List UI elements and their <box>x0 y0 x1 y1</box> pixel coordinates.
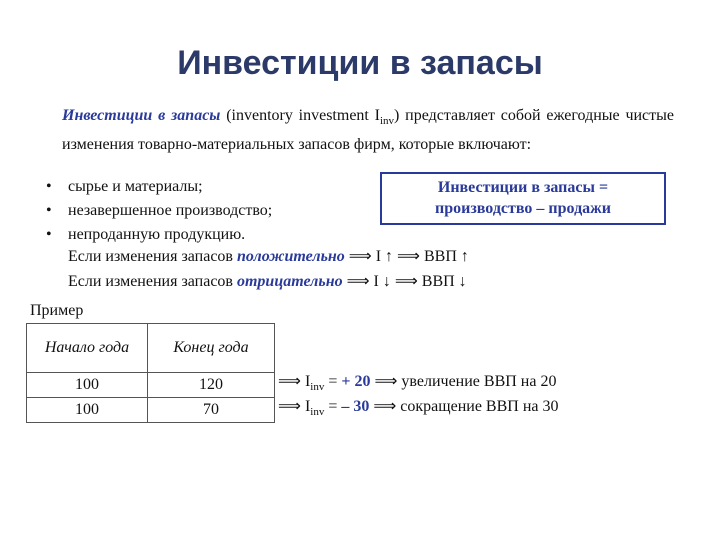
table-cell: 70 <box>148 398 275 423</box>
table-cell: 100 <box>27 398 148 423</box>
formula-line-2: производство – продажи <box>435 200 611 217</box>
table-cell: 120 <box>148 373 275 398</box>
rule-prefix: Если изменения запасов <box>68 248 237 265</box>
bullet-item: • незавершенное производство; <box>46 199 272 223</box>
rule-suffix: ⟹ I ↓ ⟹ ВВП ↓ <box>342 273 467 290</box>
slide-title: Инвестиции в запасы <box>177 44 543 82</box>
result-value: + 20 <box>341 373 371 390</box>
table-header: Начало года <box>27 324 148 373</box>
table-header-row <box>27 324 275 373</box>
example-table <box>26 323 275 423</box>
formula-line-1: Инвестиции в запасы = <box>437 179 609 196</box>
bullet-item: • непроданную продукцию. <box>46 223 272 247</box>
result-arrow: ⟹ I <box>278 398 311 415</box>
rule-positive <box>68 246 469 266</box>
result-sub: inv <box>310 406 325 419</box>
intro-text-2: ) представляет собой ежегодные чистые изменения товарно-материальных запасов фирм, которые включают: <box>62 107 674 154</box>
result-eq: = <box>324 373 342 390</box>
result-arrow-2: ⟹ <box>370 373 402 390</box>
rule-negative <box>68 271 467 291</box>
table-row <box>27 373 275 398</box>
rule-suffix: ⟹ I ↑ ⟹ ВВП ↑ <box>344 248 469 265</box>
rule-prefix: Если изменения запасов <box>68 273 237 290</box>
rule-word: положительно <box>236 248 345 265</box>
result-eq: = <box>324 398 342 415</box>
formula-box <box>380 172 666 225</box>
example-label: Пример <box>30 302 84 319</box>
intro-sub: inv <box>379 115 395 128</box>
intro-paragraph <box>62 104 674 156</box>
result-text: сокращение ВВП на 30 <box>400 398 559 415</box>
intro-term: Инвестиции в запасы <box>62 107 221 124</box>
table-row <box>27 398 275 423</box>
result-arrow: ⟹ I <box>278 373 311 390</box>
intro-text: (inventory investment I <box>220 107 380 124</box>
result-arrow-2: ⟹ <box>369 398 401 415</box>
table-cell: 100 <box>27 373 148 398</box>
table-header: Конец года <box>148 324 275 373</box>
rule-word: отрицательно <box>236 273 343 290</box>
result-text: увеличение ВВП на 20 <box>401 373 557 390</box>
result-line-2 <box>278 396 558 418</box>
result-sub: inv <box>310 381 325 394</box>
result-value: – 30 <box>341 398 370 415</box>
bullet-item: • сырье и материалы; <box>46 175 272 199</box>
result-line-1 <box>278 371 556 393</box>
bullet-list <box>46 175 272 247</box>
